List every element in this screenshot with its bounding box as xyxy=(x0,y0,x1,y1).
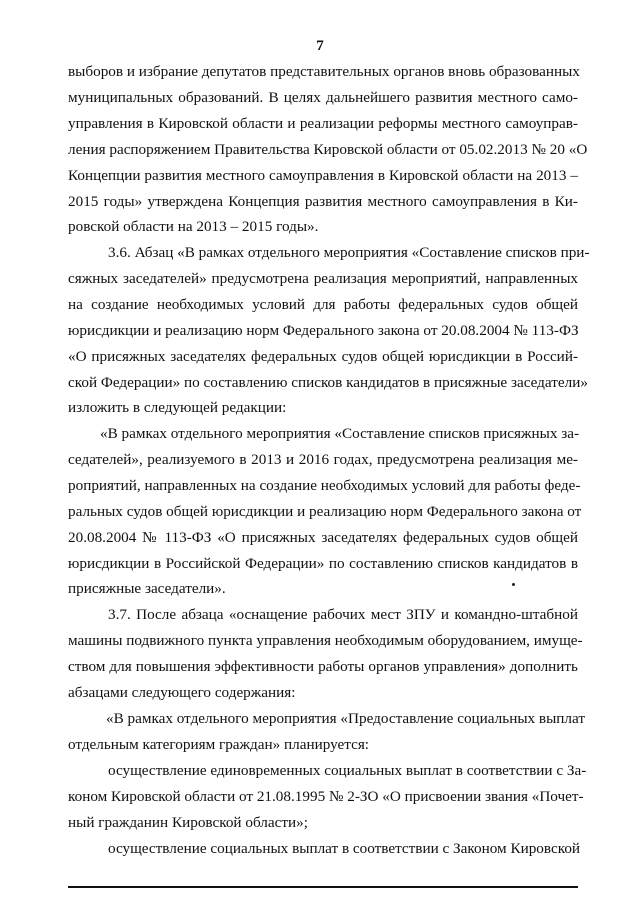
text-line: ровской области на 2013 – 2015 годы». xyxy=(68,218,319,235)
text-line: на создание необходимых условий для работы федеральных судов общей xyxy=(68,296,578,313)
text-line: ления распоряжением Правительства Кировской области от 05.02.2013 № 20 «О xyxy=(68,141,588,158)
text-line: 20.08.2004 № 113-ФЗ «О присяжных заседателях федеральных судов общей xyxy=(68,529,578,546)
stray-mark xyxy=(512,583,515,586)
text-line: сяжных заседателей» предусмотрена реализация мероприятий, направленных xyxy=(68,270,578,287)
text-line: изложить в следующей редакции: xyxy=(68,399,287,416)
text-line: юрисдикции и реализацию норм Федерального закона от 20.08.2004 № 113-ФЗ xyxy=(68,322,579,339)
text-line: 3.6. Абзац «В рамках отдельного мероприятия «Составление списков при- xyxy=(108,244,590,261)
text-line: осуществление социальных выплат в соответствии с Законом Кировской xyxy=(108,840,581,857)
text-line: ный гражданин Кировской области»; xyxy=(68,814,308,831)
text-line: Концепции развития местного самоуправления в Кировской области на 2013 – xyxy=(68,167,578,184)
text-line: «В рамках отдельного мероприятия «Составление списков присяжных за- xyxy=(100,425,580,442)
text-line: 2015 годы» утверждена Концепция развития местного самоуправления в Ки- xyxy=(68,193,578,210)
page-number: 7 xyxy=(316,38,324,54)
text-line: «В рамках отдельного мероприятия «Предоставление социальных выплат xyxy=(106,710,585,727)
text-line: 3.7. После абзаца «оснащение рабочих мест ЗПУ и командно-штабной xyxy=(108,606,578,623)
text-line: коном Кировской области от 21.08.1995 № 2-ЗО «О присвоении звания «Почет- xyxy=(68,788,584,805)
text-line: седателей», реализуемого в 2013 и 2016 годах, предусмотрена реализация ме- xyxy=(68,451,578,468)
text-line: ральных судов общей юрисдикции и реализацию норм Федерального закона от xyxy=(68,503,582,520)
text-line: юрисдикции в Российской Федерации» по составлению списков кандидатов в xyxy=(68,555,578,572)
text-line: управления в Кировской области и реализации реформы местного самоуправ- xyxy=(68,115,578,132)
text-line: машины подвижного пункта управления необходимым оборудованием, имуще- xyxy=(68,632,583,649)
text-line: отдельным категориям граждан» планируется: xyxy=(68,736,370,753)
text-line: абзацами следующего содержания: xyxy=(68,684,296,701)
text-line: ством для повышения эффективности работы органов управления» дополнить xyxy=(68,658,578,675)
text-line: выборов и избрание депутатов представительных органов вновь образованных xyxy=(68,63,580,80)
text-line: осуществление единовременных социальных выплат в соответствии с За- xyxy=(108,762,587,779)
text-line: роприятий, направленных на создание необходимых условий для работы феде- xyxy=(68,477,581,494)
text-line: присяжные заседатели». xyxy=(68,580,226,597)
text-line: ской Федерации» по составлению списков кандидатов в присяжные заседатели» xyxy=(68,374,588,391)
text-line: «О присяжных заседателях федеральных судов общей юрисдикции в Россий- xyxy=(68,348,578,365)
text-line: муниципальных образований. В целях дальнейшего развития местного само- xyxy=(68,89,578,106)
bottom-rule xyxy=(68,886,578,888)
